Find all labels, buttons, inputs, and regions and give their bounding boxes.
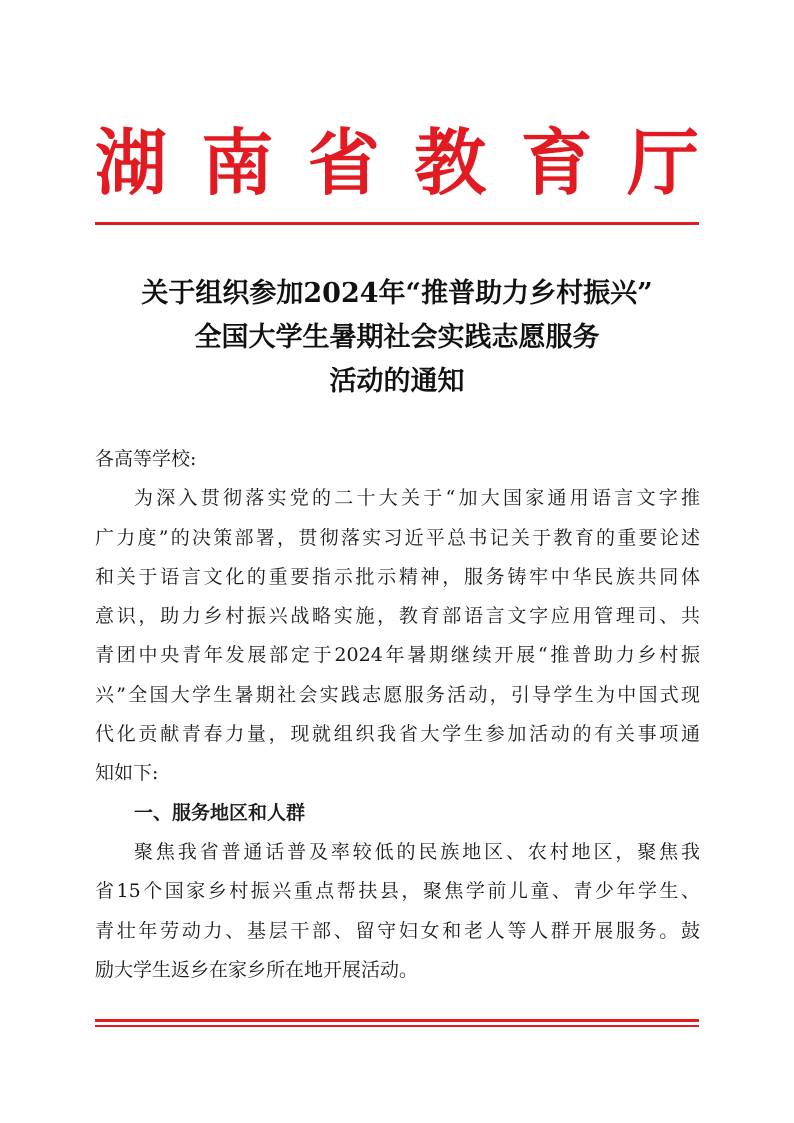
paragraph-line: 意识，助力乡村振兴战略实施，教育部语言文字应用管理司、共 bbox=[95, 605, 700, 628]
salutation: 各高等学校: bbox=[95, 448, 197, 470]
masthead-char: 湖 bbox=[95, 120, 168, 205]
paragraph-line: 青团中央青年发展部定于2024年暑期继续开展“推普助力乡村振 bbox=[95, 644, 700, 667]
document-body bbox=[95, 440, 700, 990]
paragraph-line: 和关于语言文化的重要指示批示精神，服务铸牢中华民族共同体 bbox=[95, 565, 700, 588]
masthead-char: 育 bbox=[520, 120, 593, 205]
section-line: 励大学生返乡在家乡所在地开展活动。 bbox=[95, 958, 419, 981]
footer-red-rule bbox=[95, 1019, 699, 1027]
title-line: 关于组织参加2024年“推普助力乡村振兴” bbox=[141, 278, 653, 309]
footer-rule-thick bbox=[95, 1019, 699, 1022]
masthead-char: 厅 bbox=[626, 120, 699, 205]
masthead-red-rule bbox=[95, 222, 699, 225]
masthead-char: 省 bbox=[307, 120, 380, 205]
paragraph-line: 代化贡献青春力量，现就组织我省大学生参加活动的有关事项通 bbox=[95, 723, 700, 746]
footer-rule-thin bbox=[95, 1025, 699, 1027]
masthead-char: 南 bbox=[201, 120, 274, 205]
paragraph-line: 兴”全国大学生暑期社会实践志愿服务活动，引导学生为中国式现 bbox=[95, 683, 700, 706]
paragraph-line: 广力度”的决策部署，贯彻落实习近平总书记关于教育的重要论述 bbox=[95, 526, 700, 549]
section-heading: 一、服务地区和人群 bbox=[134, 801, 306, 824]
masthead-char: 教 bbox=[414, 120, 487, 205]
section-line: 省15个国家乡村振兴重点帮扶县，聚焦学前儿童、青少年学生、 bbox=[95, 880, 700, 903]
paragraph-line: 知如下: bbox=[95, 762, 159, 785]
masthead-title bbox=[95, 118, 699, 208]
section-line: 青壮年劳动力、基层干部、留守妇女和老人等人群开展服务。鼓 bbox=[95, 919, 700, 942]
section-line: 聚焦我省普通话普及率较低的民族地区、农村地区，聚焦我 bbox=[134, 840, 700, 863]
title-line: 活动的通知 bbox=[329, 366, 465, 397]
paragraph-line: 为深入贯彻落实党的二十大关于“加大国家通用语言文字推 bbox=[134, 487, 700, 510]
document-title bbox=[60, 272, 734, 404]
title-line: 全国大学生暑期社会实践志愿服务 bbox=[194, 322, 600, 353]
